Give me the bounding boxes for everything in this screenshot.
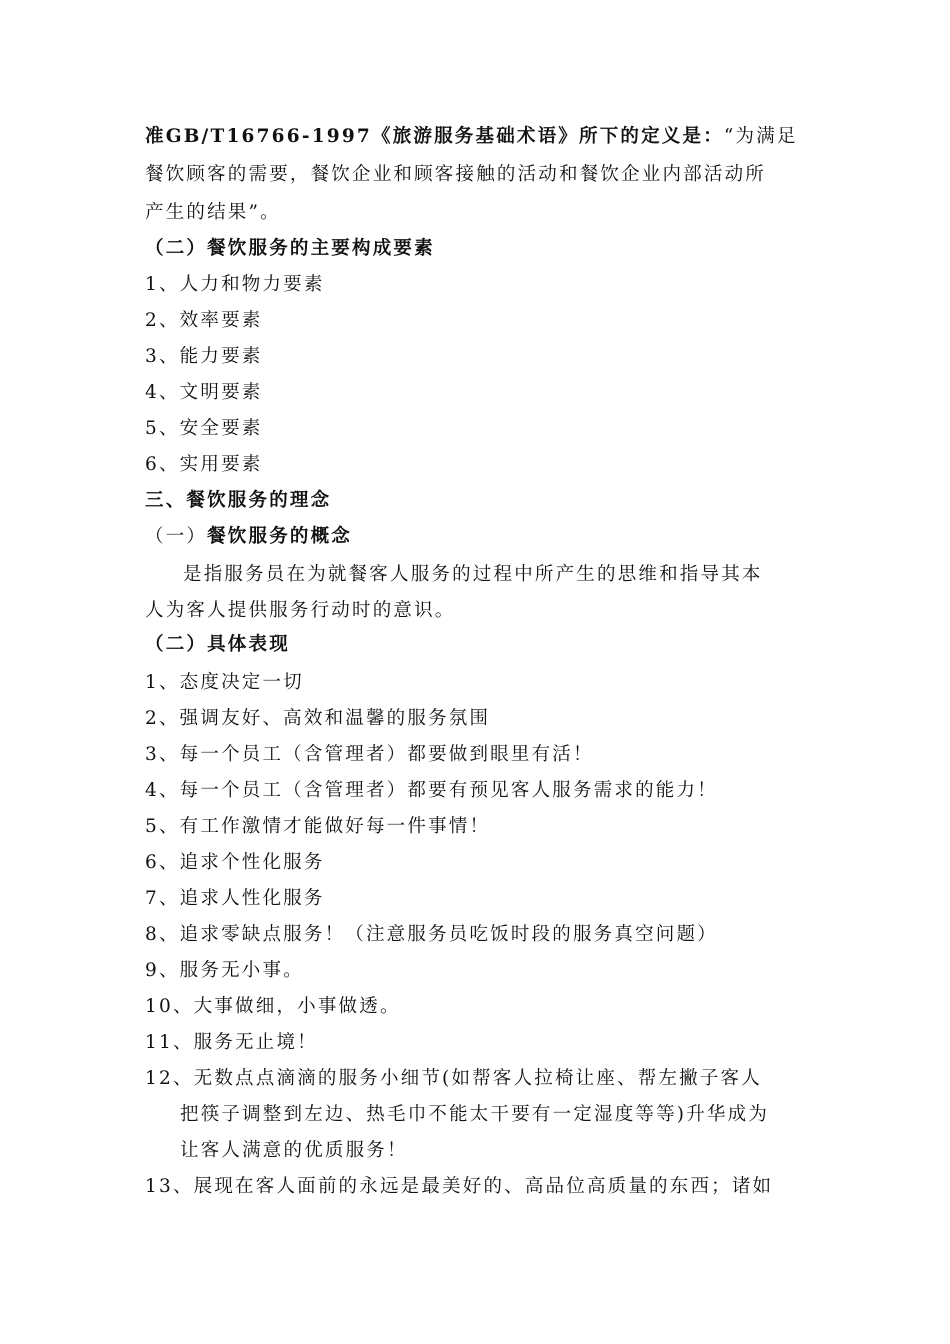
list-item: 6、实用要素: [145, 454, 263, 475]
list-item: 2、效率要素: [145, 310, 263, 331]
list-item: 10、大事做细，小事做透。: [145, 996, 401, 1017]
concept-paragraph-line-2: 人为客人提供服务行动时的意识。: [145, 600, 456, 621]
list-item: 11、服务无止境！: [145, 1032, 318, 1053]
list-item: 2、强调友好、高效和温馨的服务氛围: [145, 708, 491, 729]
subheading-manifestations: （二）具体表现: [145, 634, 290, 655]
section-heading-elements: （二）餐饮服务的主要构成要素: [145, 238, 435, 259]
list-item: 13、展现在客人面前的永远是最美好的、高品位高质量的东西；诸如: [145, 1176, 774, 1197]
list-item: 9、服务无小事。: [145, 960, 304, 981]
list-item: 6、追求个性化服务: [145, 852, 325, 873]
subheading-prefix: （一）: [145, 526, 208, 547]
list-item: 8、追求零缺点服务！（注意服务员吃饭时段的服务真空问题）: [145, 924, 718, 945]
list-item-continuation: 把筷子调整到左边、热毛巾不能太干要有一定湿度等等)升华成为: [180, 1104, 770, 1125]
list-item: 4、每一个员工（含管理者）都要有预见客人服务需求的能力！: [145, 780, 718, 801]
section-heading-three: 三、餐饮服务的理念: [145, 490, 332, 511]
list-item: 7、追求人性化服务: [145, 888, 325, 909]
list-item: 4、文明要素: [145, 382, 263, 403]
intro-line-1: [145, 122, 798, 148]
list-item-continuation: 让客人满意的优质服务！: [180, 1140, 408, 1161]
intro-line-1-rest: “为满足: [723, 126, 798, 147]
list-item: 5、安全要素: [145, 418, 263, 439]
list-item: 3、每一个员工（含管理者）都要做到眼里有活！: [145, 744, 594, 765]
list-item: 1、人力和物力要素: [145, 274, 325, 295]
list-item: 3、能力要素: [145, 346, 263, 367]
intro-line-2: 餐饮顾客的需要，餐饮企业和顾客接触的活动和餐饮企业内部活动所: [145, 164, 767, 185]
list-item: 1、态度决定一切: [145, 672, 304, 693]
intro-line-1-bold: 准GB/T16766-1997《旅游服务基础术语》所下的定义是：: [145, 126, 724, 147]
intro-line-3: 产生的结果”。: [145, 202, 281, 223]
concept-paragraph-line-1: 是指服务员在为就餐客人服务的过程中所产生的思维和指导其本: [183, 564, 763, 585]
subheading-concept: [145, 522, 352, 548]
list-item: 5、有工作激情才能做好每一件事情！: [145, 816, 491, 837]
subheading-title: 餐饮服务的概念: [207, 526, 353, 547]
list-item: 12、无数点点滴滴的服务小细节(如帮客人拉椅让座、帮左撇子客人: [145, 1068, 762, 1089]
